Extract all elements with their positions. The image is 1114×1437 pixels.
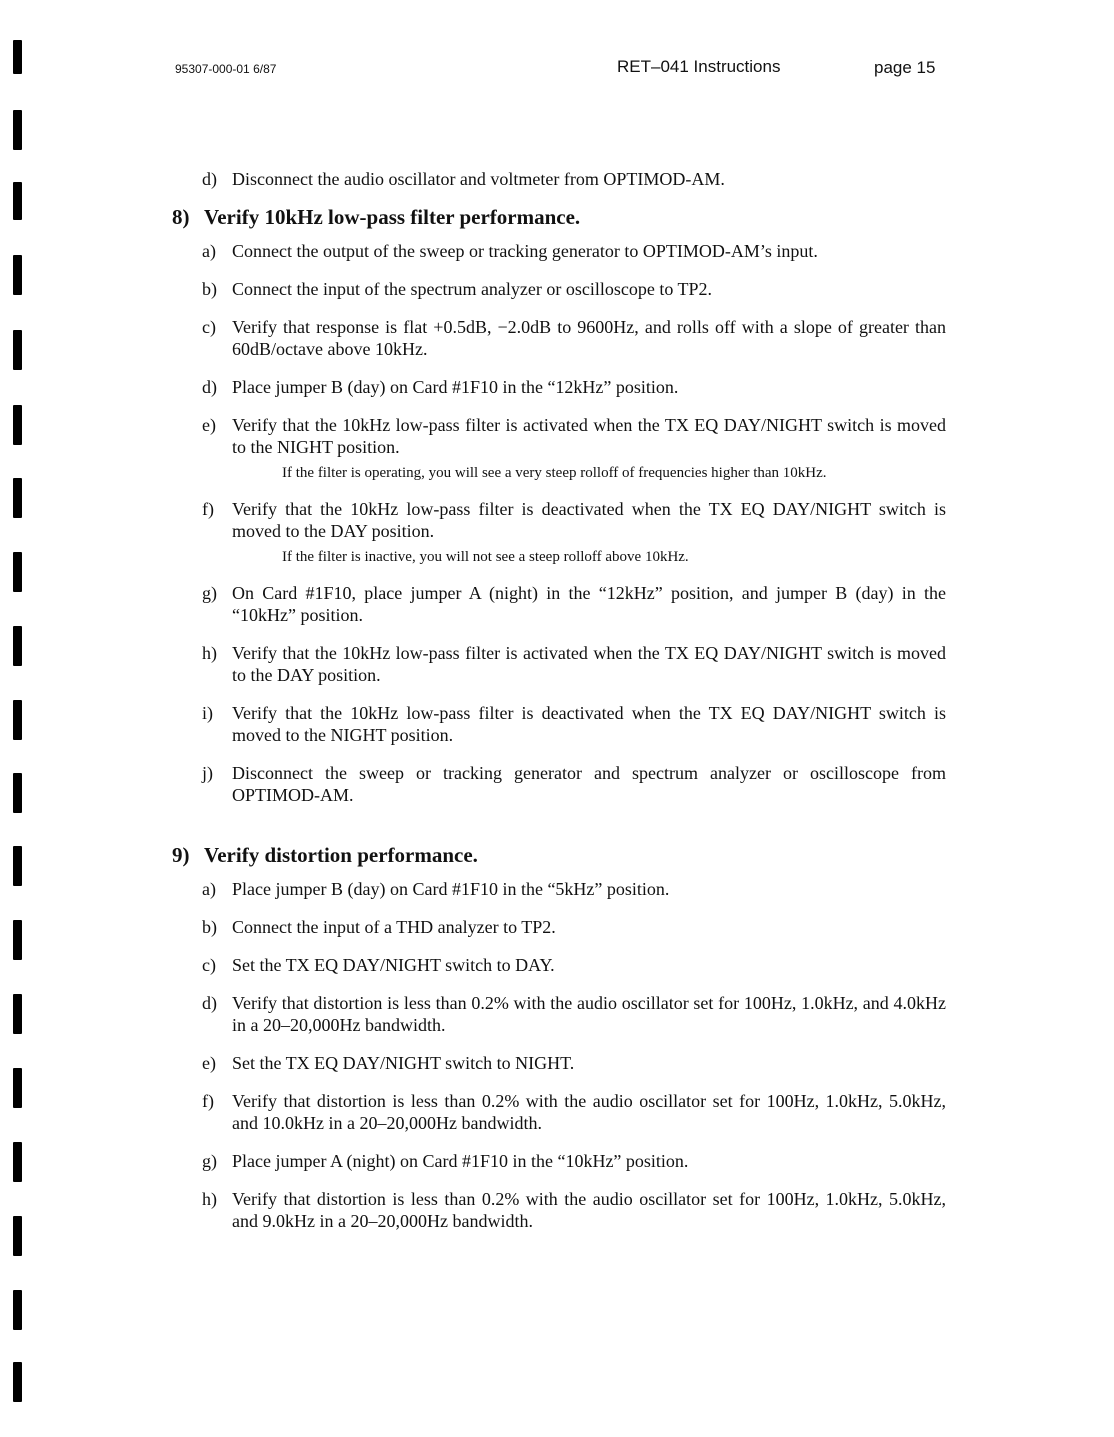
item-text: Place jumper B (day) on Card #1F10 in the “5kHz” position.: [232, 879, 670, 899]
binder-margin-marks: [0, 0, 40, 1437]
list-item: [172, 916, 946, 938]
binder-mark: [13, 330, 22, 370]
item-letter: f): [202, 1091, 214, 1111]
binder-mark: [13, 1290, 22, 1330]
item-text: Disconnect the sweep or tracking generator and spectrum analyzer or oscilloscope from OPTIMOD-AM.: [232, 763, 946, 805]
binder-mark: [13, 700, 22, 740]
item-text: Verify that response is flat +0.5dB, −2.0dB to 9600Hz, and rolls off with a slope of greater than 60dB/octave above 10kHz.: [232, 317, 946, 359]
list-item: [172, 498, 946, 542]
section-title: Verify distortion performance.: [204, 843, 478, 867]
list-item: [172, 376, 946, 398]
page-header: [0, 56, 1114, 80]
item-text: Verify that distortion is less than 0.2% with the audio oscillator set for 100Hz, 1.0kHz, and 4.0kHz in a 20–20,000Hz bandwidth.: [232, 993, 946, 1035]
binder-mark: [13, 846, 22, 886]
binder-mark: [13, 478, 22, 518]
binder-mark: [13, 255, 22, 295]
list-item: [172, 414, 946, 458]
item-letter: h): [202, 1189, 217, 1209]
item-text: Verify that the 10kHz low-pass filter is activated when the TX EQ DAY/NIGHT switch is moved to the NIGHT position.: [232, 415, 946, 457]
list-item: [172, 702, 946, 746]
item-text: Set the TX EQ DAY/NIGHT switch to DAY.: [232, 955, 555, 975]
list-item: [172, 1188, 946, 1232]
section-number: 8): [172, 205, 190, 229]
item-text: On Card #1F10, place jumper A (night) in the “12kHz” position, and jumper B (day) in the “10kHz” position.: [232, 583, 946, 625]
item-text: Verify that the 10kHz low-pass filter is deactivated when the TX EQ DAY/NIGHT switch is moved to the DAY position.: [232, 499, 946, 541]
section-number: 9): [172, 843, 190, 867]
item-text: Connect the output of the sweep or tracking generator to OPTIMOD-AM’s input.: [232, 241, 818, 261]
item-letter: c): [202, 955, 216, 975]
item-text: Connect the input of a THD analyzer to TP2.: [232, 917, 556, 937]
note-text: If the filter is operating, you will see a very steep rolloff of frequencies higher than 10kHz.: [282, 465, 827, 481]
binder-mark: [13, 1068, 22, 1108]
binder-mark: [13, 405, 22, 445]
item-text: Connect the input of the spectrum analyzer or oscilloscope to TP2.: [232, 279, 713, 299]
section-heading: [172, 844, 946, 866]
list-item: [172, 1052, 946, 1074]
item-letter: g): [202, 1151, 217, 1171]
binder-mark: [13, 626, 22, 666]
item-letter: f): [202, 499, 214, 519]
binder-mark: [13, 773, 22, 813]
list-item: [172, 878, 946, 900]
list-item: [172, 762, 946, 806]
list-item: [172, 240, 946, 262]
binder-mark: [13, 110, 22, 150]
binder-mark: [13, 182, 22, 220]
document-title: RET–041 Instructions: [617, 57, 781, 76]
item-letter: i): [202, 703, 213, 723]
item-letter: j): [202, 763, 213, 783]
item-letter: b): [202, 279, 217, 299]
list-item: [172, 992, 946, 1036]
page-number: page 15: [874, 58, 936, 77]
section-heading: [172, 206, 946, 228]
item-text: Place jumper A (night) on Card #1F10 in the “10kHz” position.: [232, 1151, 689, 1171]
item-text: Disconnect the audio oscillator and voltmeter from OPTIMOD-AM.: [232, 169, 725, 189]
item-text: Verify that distortion is less than 0.2% with the audio oscillator set for 100Hz, 1.0kHz, 5.0kHz, and 9.0kHz in a 20–20,000Hz bandwidth.: [232, 1189, 946, 1231]
item-letter: a): [202, 241, 216, 261]
list-item: [172, 1090, 946, 1134]
item-letter: g): [202, 583, 217, 603]
list-item: [172, 278, 946, 300]
item-letter: d): [202, 169, 217, 189]
item-letter: e): [202, 1053, 216, 1073]
section-gap: [172, 822, 946, 840]
binder-mark: [13, 920, 22, 960]
list-item: [172, 1150, 946, 1172]
item-text: Verify that the 10kHz low-pass filter is activated when the TX EQ DAY/NIGHT switch is moved to the DAY position.: [232, 643, 946, 685]
list-item: [172, 954, 946, 976]
binder-mark: [13, 1362, 22, 1402]
document-number: 95307-000-01 6/87: [175, 62, 277, 76]
list-item: [172, 316, 946, 360]
binder-mark: [13, 994, 22, 1034]
item-text: Set the TX EQ DAY/NIGHT switch to NIGHT.: [232, 1053, 575, 1073]
binder-mark: [13, 552, 22, 592]
binder-mark: [13, 1142, 22, 1182]
list-item: [172, 642, 946, 686]
item-letter: d): [202, 993, 217, 1013]
note-text: If the filter is inactive, you will not see a steep rolloff above 10kHz.: [282, 549, 689, 565]
item-text: Verify that the 10kHz low-pass filter is deactivated when the TX EQ DAY/NIGHT switch is moved to the NIGHT position.: [232, 703, 946, 745]
list-item: [172, 582, 946, 626]
item-letter: e): [202, 415, 216, 435]
page-body: [172, 168, 946, 1248]
item-letter: a): [202, 879, 216, 899]
list-item: [172, 168, 946, 190]
section-title: Verify 10kHz low-pass filter performance.: [204, 205, 581, 229]
item-letter: d): [202, 377, 217, 397]
item-letter: c): [202, 317, 216, 337]
item-text: Verify that distortion is less than 0.2% with the audio oscillator set for 100Hz, 1.0kHz, 5.0kHz, and 10.0kHz in a 20–20,000Hz bandwidth.: [232, 1091, 946, 1133]
item-text: Place jumper B (day) on Card #1F10 in the “12kHz” position.: [232, 377, 679, 397]
binder-mark: [13, 1216, 22, 1256]
item-letter: h): [202, 643, 217, 663]
item-letter: b): [202, 917, 217, 937]
